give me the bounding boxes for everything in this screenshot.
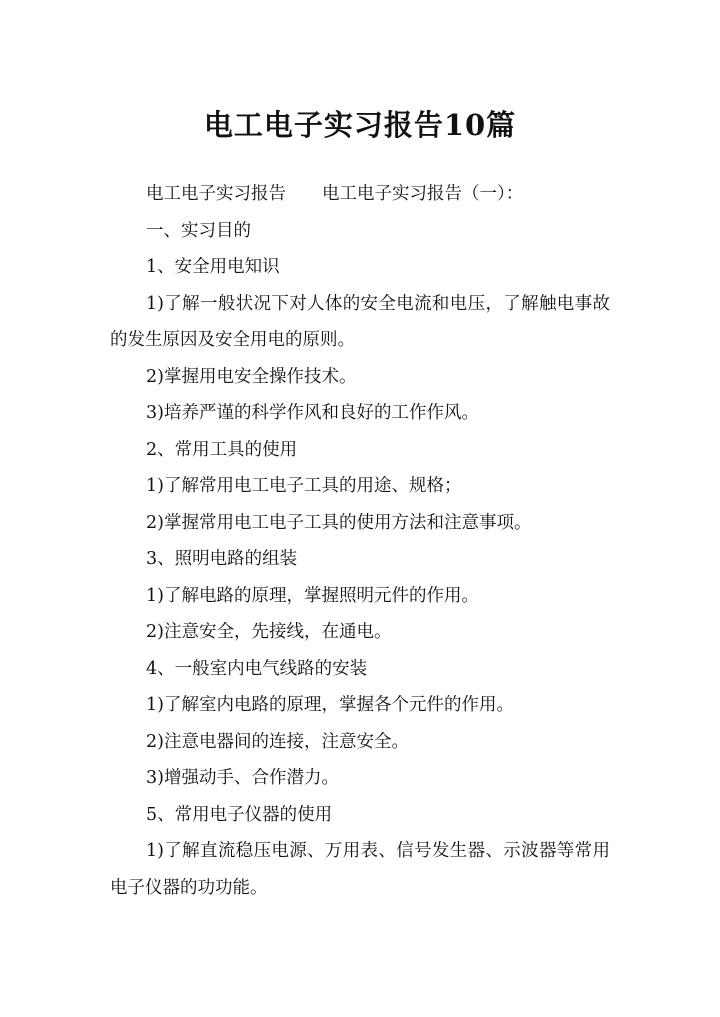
subsection-heading: 5、常用电子仪器的使用 (146, 804, 333, 825)
subsection-heading: 1、安全用电知识 (146, 257, 280, 277)
document-title: 电工电子实习报告10篇 (203, 108, 517, 143)
intro-line (110, 176, 610, 213)
list-item: 1)了解电路的原理，掌握照明元件的作用。 (146, 585, 479, 606)
list-item: 3)培养严谨的科学作风和良好的工作作风。 (146, 403, 479, 423)
subsection-heading: 2、常用工具的使用 (146, 439, 298, 460)
list-item: 2)注意安全，先接线，在通电。 (146, 622, 392, 642)
document-body (110, 176, 610, 906)
subsection-heading: 3、照明电路的组装 (146, 549, 298, 569)
list-item: 2)注意电器间的连接，注意安全。 (146, 731, 409, 752)
intro-part-b: 电工电子实习报告（一）： (322, 184, 524, 204)
subsection-heading: 4、一般室内电气线路的安装 (146, 658, 368, 679)
list-item: 1)了解直流稳压电源、万用表、信号发生器、示波器等常用电子仪器的功功能。 (110, 841, 610, 898)
list-item: 1)了解一般状况下对人体的安全电流和电压，了解触电事故的发生原因及安全用电的原则。 (110, 293, 610, 350)
list-item: 2)掌握用电安全操作技术。 (146, 366, 357, 387)
list-item: 1)了解常用电工电子工具的用途、规格； (146, 476, 462, 496)
list-item: 2)掌握常用电工电子工具的使用方法和注意事项。 (146, 512, 532, 533)
section-heading: 一、实习目的 (146, 220, 251, 241)
intro-part-a: 电工电子实习报告 (146, 184, 286, 204)
list-item: 1)了解室内电路的原理，掌握各个元件的作用。 (146, 695, 514, 715)
list-item: 3)增强动手、合作潜力。 (146, 768, 339, 788)
